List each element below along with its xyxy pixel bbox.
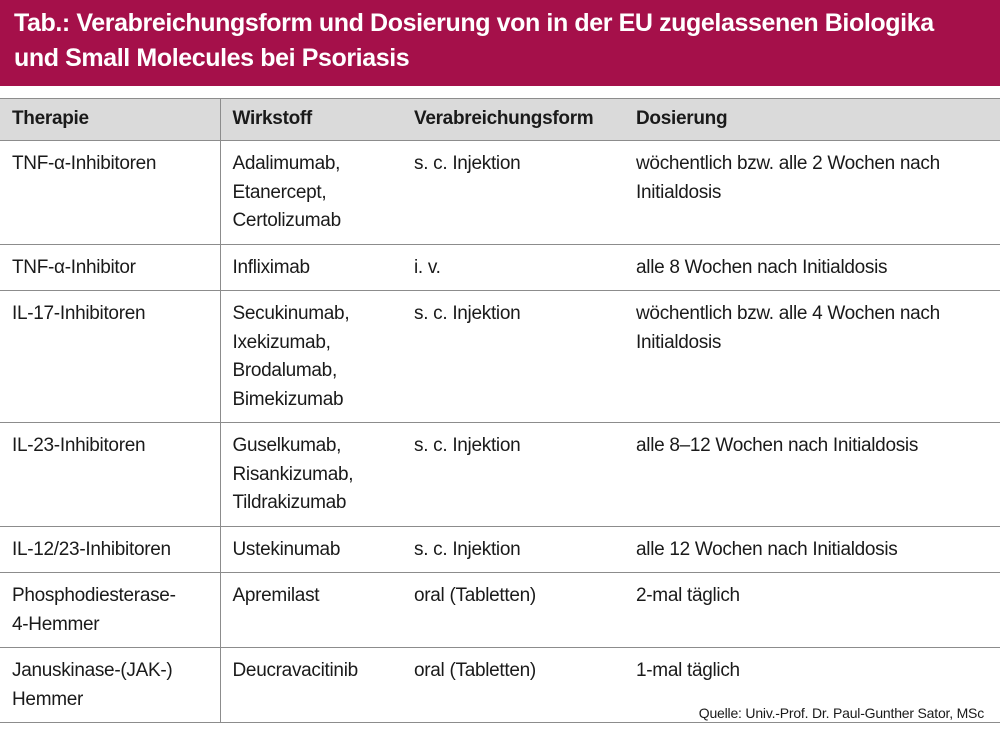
table-row — [0, 423, 1000, 527]
cell-line: alle 12 Wochen nach Initialdosis — [636, 538, 898, 560]
cell-line: wöchentlich bzw. alle 4 Wochen nach — [636, 303, 940, 324]
header-wirkstoff: Wirkstoff — [220, 99, 402, 141]
cell-wirkstoff — [220, 526, 402, 573]
table-row — [0, 573, 1000, 648]
table-body — [0, 141, 1000, 723]
cell-therapie — [0, 244, 220, 291]
cell-line: TNF-α-Inhibitoren — [12, 153, 157, 174]
header-dosierung: Dosierung — [624, 99, 1000, 141]
cell-therapie — [0, 423, 220, 527]
cell-line: s. c. Injektion — [414, 538, 521, 560]
cell-line: Januskinase-(JAK-) — [12, 660, 173, 681]
header-verabreichungsform: Verabreichungsform — [402, 99, 624, 141]
cell-line: IL-17-Inhibitoren — [12, 303, 146, 324]
cell-dosierung — [624, 291, 1000, 423]
cell-verabreichungsform — [402, 526, 624, 573]
cell-line: Deucravacitinib — [232, 660, 358, 681]
cell-line: Ixekizumab, — [232, 331, 331, 353]
cell-line: 2-mal täglich — [636, 585, 740, 606]
cell-therapie — [0, 291, 220, 423]
cell-line: IL-23-Inhibitoren — [12, 435, 146, 456]
dosage-table — [0, 98, 1000, 723]
cell-line: Infliximab — [232, 256, 310, 278]
cell-wirkstoff — [220, 423, 402, 527]
cell-verabreichungsform — [402, 141, 624, 245]
cell-therapie — [0, 573, 220, 648]
header-therapie: Therapie — [0, 99, 220, 141]
cell-verabreichungsform — [402, 244, 624, 291]
cell-line: alle 8 Wochen nach Initialdosis — [636, 256, 888, 278]
cell-therapie — [0, 141, 220, 245]
cell-verabreichungsform — [402, 573, 624, 648]
cell-line: Guselkumab, — [232, 435, 342, 456]
table-title-banner — [0, 0, 1000, 86]
table-row — [0, 526, 1000, 573]
cell-wirkstoff — [220, 573, 402, 648]
cell-therapie — [0, 526, 220, 573]
cell-wirkstoff — [220, 141, 402, 245]
cell-line: alle 8–12 Wochen nach Initialdosis — [636, 435, 919, 456]
table-row — [0, 291, 1000, 423]
cell-line: oral (Tabletten) — [414, 660, 536, 681]
cell-line: s. c. Injektion — [414, 435, 521, 456]
source-citation: Quelle: Univ.-Prof. Dr. Paul-Gunther Sator, MSc — [698, 705, 984, 721]
cell-dosierung — [624, 423, 1000, 527]
cell-wirkstoff — [220, 244, 402, 291]
cell-line: Secukinumab, — [232, 303, 350, 324]
title-line-2: und Small Molecules bei Psoriasis — [14, 44, 410, 72]
title-line-1: Tab.: Verabreichungsform und Dosierung von in der EU zugelassenen Biologika — [14, 9, 934, 37]
cell-line: s. c. Injektion — [414, 153, 521, 174]
cell-verabreichungsform — [402, 423, 624, 527]
cell-line: Brodalumab, — [232, 360, 337, 381]
cell-line: Adalimumab, — [232, 153, 341, 174]
cell-line: 4-Hemmer — [12, 613, 100, 635]
cell-dosierung — [624, 573, 1000, 648]
table-row — [0, 141, 1000, 245]
cell-verabreichungsform — [402, 648, 624, 723]
cell-line: Initialdosis — [636, 331, 722, 353]
cell-line: TNF-α-Inhibitor — [12, 256, 136, 278]
cell-dosierung — [624, 526, 1000, 573]
cell-line: Certolizumab — [232, 210, 341, 231]
cell-line: s. c. Injektion — [414, 303, 521, 324]
cell-wirkstoff — [220, 291, 402, 423]
cell-line: 1-mal täglich — [636, 660, 740, 681]
cell-verabreichungsform — [402, 291, 624, 423]
cell-dosierung — [624, 141, 1000, 245]
cell-line: Tildrakizumab — [232, 492, 347, 513]
cell-line: Apremilast — [232, 585, 320, 606]
cell-line: oral (Tabletten) — [414, 585, 536, 606]
table-row — [0, 244, 1000, 291]
cell-line: Etanercept, — [232, 181, 327, 203]
cell-line: Initialdosis — [636, 181, 722, 203]
cell-line: Ustekinumab — [232, 538, 341, 560]
cell-line: Phosphodiesterase- — [12, 585, 176, 606]
table-header-row — [0, 99, 1000, 141]
cell-therapie — [0, 648, 220, 723]
cell-line: Hemmer — [12, 688, 84, 710]
cell-line: Bimekizumab — [232, 388, 344, 410]
cell-line: IL-12/23-Inhibitoren — [12, 538, 171, 560]
cell-wirkstoff — [220, 648, 402, 723]
cell-dosierung — [624, 244, 1000, 291]
cell-line: i. v. — [414, 256, 441, 278]
cell-line: wöchentlich bzw. alle 2 Wochen nach — [636, 153, 940, 174]
cell-line: Risankizumab, — [232, 463, 354, 485]
